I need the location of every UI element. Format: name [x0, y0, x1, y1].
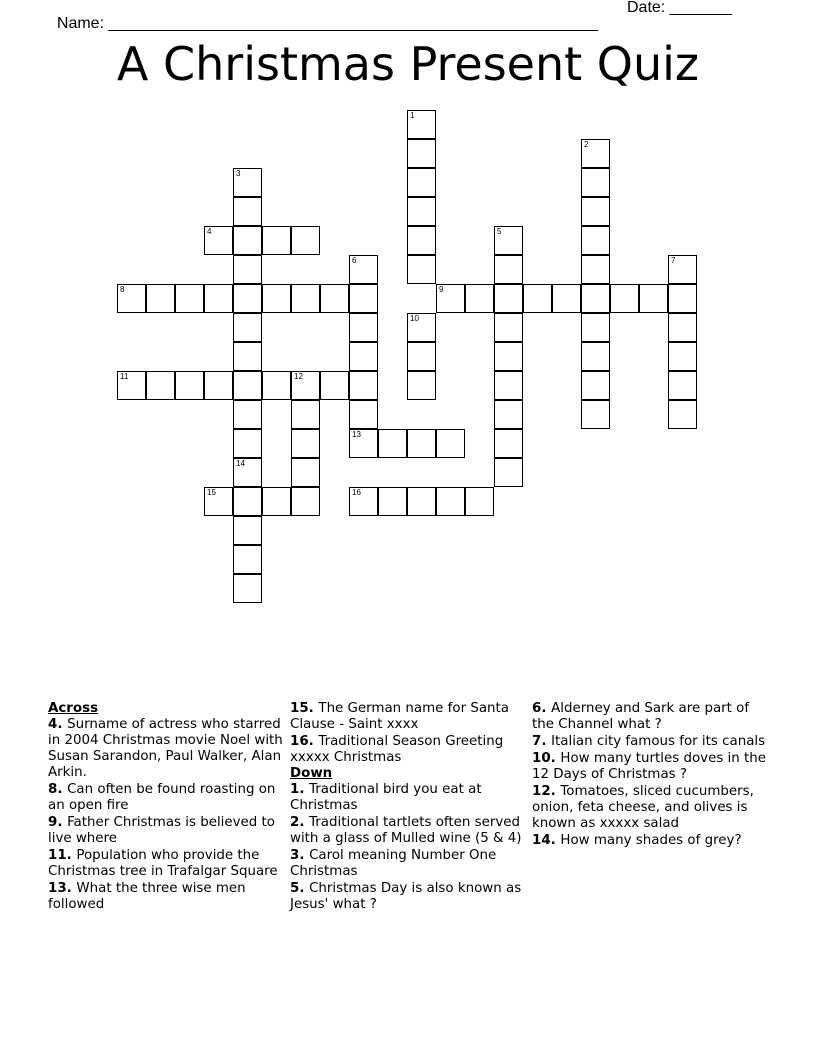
grid-cell[interactable] — [523, 284, 552, 313]
grid-cell[interactable] — [494, 226, 523, 255]
grid-cell[interactable] — [175, 284, 204, 313]
grid-cell[interactable] — [494, 400, 523, 429]
grid-cell[interactable] — [117, 284, 146, 313]
down-clue-list-continued — [532, 701, 772, 849]
grid-cell[interactable] — [233, 574, 262, 603]
clue-item — [290, 701, 526, 733]
clue-item — [532, 734, 772, 750]
grid-cell[interactable] — [204, 487, 233, 516]
grid-cell[interactable] — [581, 139, 610, 168]
across-heading: Across — [48, 701, 99, 716]
grid-cell[interactable] — [233, 458, 262, 487]
grid-cell[interactable] — [117, 371, 146, 400]
grid-cell[interactable] — [146, 284, 175, 313]
clue-item-text: Surname of actress who starred in 2004 Christmas movie Noel with Susan Sarandon, Paul Walker, Alan Arkin. — [48, 717, 283, 780]
clue-item — [532, 751, 772, 783]
clue-item-text: Christmas Day is also known as Jesus' what ? — [290, 881, 522, 912]
clue-item-number: 4. — [48, 717, 68, 732]
grid-cell[interactable] — [349, 429, 378, 458]
grid-cell[interactable] — [494, 284, 523, 313]
clue-number: 9 — [439, 285, 444, 294]
grid-cell[interactable] — [291, 400, 320, 429]
grid-cell[interactable] — [233, 400, 262, 429]
clue-item — [532, 701, 772, 733]
grid-cell[interactable] — [291, 226, 320, 255]
clue-item-number: 12. — [532, 784, 561, 799]
grid-cell[interactable] — [349, 342, 378, 371]
clue-number: 8 — [120, 285, 125, 294]
across-clue-list-continued — [290, 701, 526, 766]
clue-item-number: 14. — [532, 833, 561, 848]
date-field[interactable]: Date: _______ — [627, 0, 732, 16]
grid-cell[interactable] — [262, 487, 291, 516]
clues-column-3 — [532, 701, 772, 849]
grid-cell[interactable] — [233, 284, 262, 313]
grid-cell[interactable] — [436, 284, 465, 313]
clue-item-number: 15. — [290, 701, 319, 716]
grid-cell[interactable] — [291, 284, 320, 313]
grid-cell[interactable] — [407, 139, 436, 168]
grid-cell[interactable] — [233, 197, 262, 226]
clue-number: 13 — [352, 430, 361, 439]
grid-cell[interactable] — [581, 197, 610, 226]
clue-item-text: The German name for Santa Clause - Saint xxxx — [290, 701, 509, 732]
clue-number: 4 — [207, 227, 212, 236]
grid-cell[interactable] — [262, 284, 291, 313]
clue-item-text: Tomatoes, sliced cucumbers, onion, feta cheese, and olives is known as xxxxx salad — [532, 784, 754, 831]
grid-cell[interactable] — [581, 284, 610, 313]
clue-item — [290, 848, 526, 880]
grid-cell[interactable] — [552, 284, 581, 313]
grid-cell[interactable] — [349, 284, 378, 313]
grid-cell[interactable] — [349, 371, 378, 400]
clue-item-text: Italian city famous for its canals — [551, 734, 766, 749]
grid-cell[interactable] — [320, 284, 349, 313]
grid-cell[interactable] — [233, 371, 262, 400]
clue-item-text: Traditional bird you eat at Christmas — [290, 782, 482, 813]
down-clue-list — [290, 782, 526, 913]
page-title: A Christmas Present Quiz — [116, 37, 700, 91]
clue-item-text: Traditional tartlets often served with a glass of Mulled wine (5 & 4) — [290, 815, 522, 846]
clue-number: 14 — [236, 459, 245, 468]
clue-item — [290, 815, 526, 847]
clue-item-number: 11. — [48, 848, 77, 863]
clue-item-text: What the three wise men followed — [48, 881, 246, 912]
grid-cell[interactable] — [494, 429, 523, 458]
grid-cell[interactable] — [436, 429, 465, 458]
clue-number: 3 — [236, 169, 241, 178]
clue-number: 5 — [497, 227, 502, 236]
clue-item-number: 6. — [532, 701, 552, 716]
clue-item — [48, 881, 284, 913]
grid-cell[interactable] — [233, 342, 262, 371]
grid-cell[interactable] — [204, 226, 233, 255]
grid-cell[interactable] — [668, 313, 697, 342]
clue-item — [290, 881, 526, 913]
grid-cell[interactable] — [407, 313, 436, 342]
grid-cell[interactable] — [233, 313, 262, 342]
clue-number: 2 — [584, 140, 589, 149]
grid-cell[interactable] — [320, 371, 349, 400]
grid-cell[interactable] — [349, 313, 378, 342]
grid-cell[interactable] — [581, 226, 610, 255]
clue-item-number: 16. — [290, 734, 319, 749]
clue-item-number: 7. — [532, 734, 552, 749]
grid-cell[interactable] — [233, 226, 262, 255]
grid-cell[interactable] — [233, 516, 262, 545]
clue-item — [48, 848, 284, 880]
clue-item — [48, 717, 284, 781]
clue-number: 16 — [352, 488, 361, 497]
grid-cell[interactable] — [407, 429, 436, 458]
grid-cell[interactable] — [407, 226, 436, 255]
grid-cell[interactable] — [407, 197, 436, 226]
grid-cell[interactable] — [233, 487, 262, 516]
clue-number: 12 — [294, 372, 303, 381]
name-field[interactable]: Name: _______________________________________________________ — [56, 15, 598, 32]
clue-number: 1 — [410, 111, 415, 120]
grid-cell[interactable] — [349, 255, 378, 284]
clue-item-text: How many turtles doves in the 12 Days of Christmas ? — [532, 751, 766, 782]
grid-cell[interactable] — [668, 255, 697, 284]
clue-item-text: How many shades of grey? — [560, 833, 742, 848]
clue-item-text: Carol meaning Number One Christmas — [290, 848, 497, 879]
clue-item-text: Population who provide the Christmas tree in Trafalgar Square — [48, 848, 278, 879]
clue-item-number: 8. — [48, 782, 68, 797]
grid-cell[interactable] — [610, 284, 639, 313]
clue-item — [532, 784, 772, 832]
grid-cell[interactable] — [378, 487, 407, 516]
grid-cell[interactable] — [668, 342, 697, 371]
grid-cell[interactable] — [668, 400, 697, 429]
grid-cell[interactable] — [581, 371, 610, 400]
grid-cell[interactable] — [494, 342, 523, 371]
grid-cell[interactable] — [668, 284, 697, 313]
grid-cell[interactable] — [291, 429, 320, 458]
clue-item-text: Can often be found roasting on an open fire — [48, 782, 276, 813]
grid-cell[interactable] — [349, 487, 378, 516]
clue-number: 6 — [352, 256, 357, 265]
grid-cell[interactable] — [494, 255, 523, 284]
clue-item — [48, 782, 284, 814]
grid-cell[interactable] — [378, 429, 407, 458]
grid-cell[interactable] — [494, 313, 523, 342]
grid-cell[interactable] — [407, 255, 436, 284]
grid-cell[interactable] — [146, 371, 175, 400]
grid-cell[interactable] — [407, 487, 436, 516]
grid-cell[interactable] — [262, 226, 291, 255]
grid-cell[interactable] — [291, 487, 320, 516]
clue-item-number: 5. — [290, 881, 310, 896]
grid-cell[interactable] — [494, 371, 523, 400]
grid-cell[interactable] — [581, 400, 610, 429]
grid-cell[interactable] — [581, 313, 610, 342]
clue-item — [532, 833, 772, 849]
clue-number: 10 — [410, 314, 419, 323]
grid-cell[interactable] — [233, 545, 262, 574]
grid-cell[interactable] — [581, 342, 610, 371]
clue-item-text: Traditional Season Greeting xxxxx Christmas — [290, 734, 504, 765]
clue-item-number: 1. — [290, 782, 310, 797]
grid-cell[interactable] — [175, 371, 204, 400]
grid-cell[interactable] — [436, 487, 465, 516]
clue-number: 7 — [671, 256, 676, 265]
grid-cell[interactable] — [465, 487, 494, 516]
clue-item — [290, 734, 526, 766]
grid-cell[interactable] — [407, 342, 436, 371]
clue-item-number: 13. — [48, 881, 77, 896]
clues-column-2 — [290, 701, 526, 913]
clue-item-text: Father Christmas is believed to live where — [48, 815, 275, 846]
grid-cell[interactable] — [407, 110, 436, 139]
clue-item-number: 10. — [532, 751, 561, 766]
clue-number: 15 — [207, 488, 216, 497]
grid-cell[interactable] — [204, 284, 233, 313]
grid-cell[interactable] — [407, 168, 436, 197]
clues-column-1 — [48, 701, 284, 913]
down-heading: Down — [290, 766, 333, 781]
clue-item-text: Alderney and Sark are part of the Channel what ? — [532, 701, 750, 732]
grid-cell[interactable] — [262, 371, 291, 400]
grid-cell[interactable] — [204, 371, 233, 400]
grid-cell[interactable] — [581, 168, 610, 197]
grid-cell[interactable] — [291, 371, 320, 400]
clue-item-number: 3. — [290, 848, 310, 863]
clue-item-number: 2. — [290, 815, 310, 830]
grid-cell[interactable] — [291, 458, 320, 487]
grid-cell[interactable] — [668, 371, 697, 400]
grid-cell[interactable] — [639, 284, 668, 313]
clue-number: 11 — [120, 372, 129, 381]
clue-item — [48, 815, 284, 847]
clue-item — [290, 782, 526, 814]
across-clue-list — [48, 717, 284, 913]
grid-cell[interactable] — [465, 284, 494, 313]
grid-cell[interactable] — [407, 371, 436, 400]
grid-cell[interactable] — [233, 255, 262, 284]
grid-cell[interactable] — [349, 400, 378, 429]
grid-cell[interactable] — [233, 168, 262, 197]
grid-cell[interactable] — [233, 429, 262, 458]
clue-item-number: 9. — [48, 815, 68, 830]
grid-cell[interactable] — [494, 458, 523, 487]
grid-cell[interactable] — [581, 255, 610, 284]
